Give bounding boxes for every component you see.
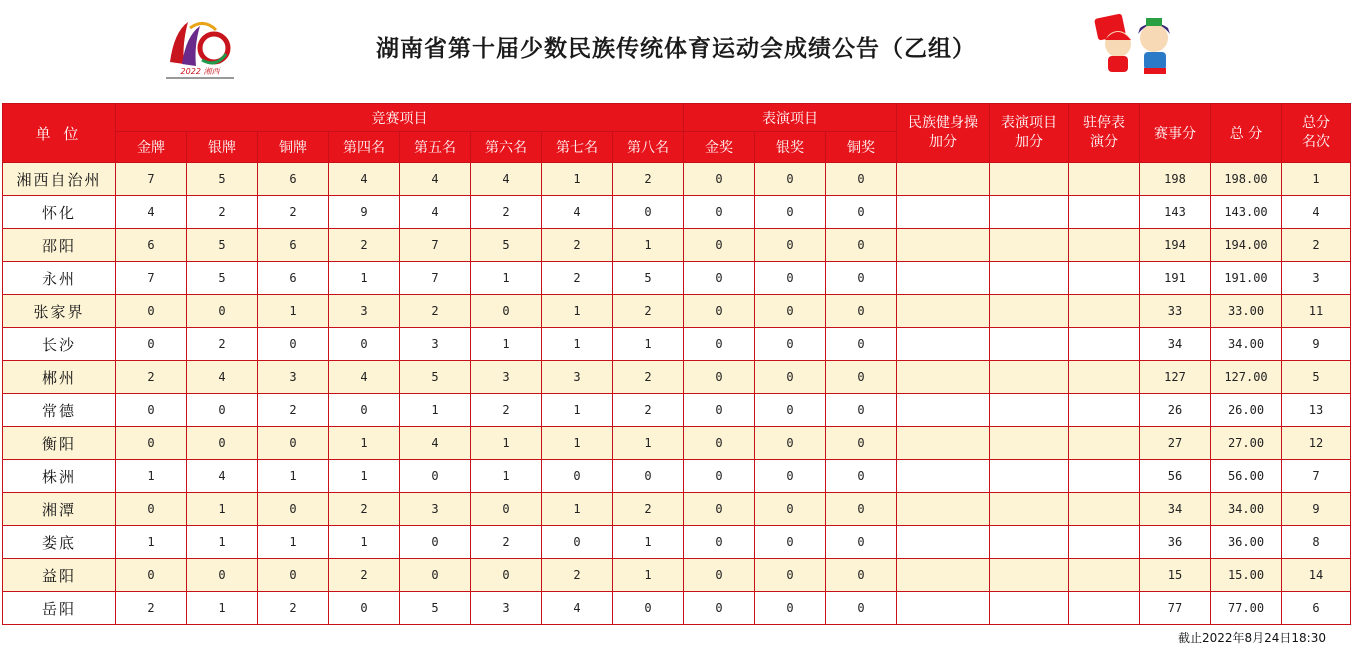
value-cell: 0 (542, 526, 613, 559)
value-cell: 1 (471, 427, 542, 460)
total-cell: 77.00 (1211, 592, 1282, 625)
ethnic-fitness-cell (897, 262, 990, 295)
unit-name-cell: 常德 (3, 394, 116, 427)
event-score-cell: 34 (1140, 493, 1211, 526)
col-header-8th: 第八名 (613, 132, 684, 163)
table-row (3, 592, 1351, 625)
value-cell: 0 (826, 163, 897, 196)
resident-cell (1069, 229, 1140, 262)
value-cell: 2 (116, 592, 187, 625)
value-cell: 4 (187, 361, 258, 394)
value-cell: 5 (400, 592, 471, 625)
perf-bonus-cell (990, 229, 1069, 262)
col-header-gold: 金牌 (116, 132, 187, 163)
unit-name-cell: 郴州 (3, 361, 116, 394)
value-cell: 0 (684, 229, 755, 262)
value-cell: 0 (471, 559, 542, 592)
value-cell: 0 (826, 559, 897, 592)
value-cell: 1 (116, 460, 187, 493)
perf-bonus-cell (990, 196, 1069, 229)
value-cell: 2 (613, 493, 684, 526)
value-cell: 2 (542, 559, 613, 592)
event-score-cell: 194 (1140, 229, 1211, 262)
col-header-6th: 第六名 (471, 132, 542, 163)
value-cell: 2 (258, 592, 329, 625)
col-header-5th: 第五名 (400, 132, 471, 163)
event-score-cell: 198 (1140, 163, 1211, 196)
event-score-cell: 143 (1140, 196, 1211, 229)
event-score-cell: 127 (1140, 361, 1211, 394)
table-row (3, 394, 1351, 427)
value-cell: 6 (116, 229, 187, 262)
value-cell: 1 (471, 460, 542, 493)
event-score-cell: 26 (1140, 394, 1211, 427)
unit-name-cell: 衡阳 (3, 427, 116, 460)
value-cell: 0 (755, 592, 826, 625)
value-cell: 4 (542, 592, 613, 625)
rank-cell: 11 (1282, 295, 1351, 328)
value-cell: 0 (684, 493, 755, 526)
resident-cell (1069, 592, 1140, 625)
results-body (3, 163, 1351, 625)
value-cell: 4 (116, 196, 187, 229)
value-cell: 1 (542, 163, 613, 196)
value-cell: 0 (826, 493, 897, 526)
value-cell: 0 (755, 493, 826, 526)
value-cell: 5 (471, 229, 542, 262)
value-cell: 1 (329, 460, 400, 493)
value-cell: 0 (329, 592, 400, 625)
col-header-bronze: 铜牌 (258, 132, 329, 163)
total-cell: 33.00 (1211, 295, 1282, 328)
value-cell: 0 (684, 559, 755, 592)
unit-name-cell: 株洲 (3, 460, 116, 493)
value-cell: 5 (613, 262, 684, 295)
value-cell: 0 (755, 394, 826, 427)
total-cell: 56.00 (1211, 460, 1282, 493)
value-cell: 2 (471, 394, 542, 427)
rank-cell: 4 (1282, 196, 1351, 229)
rank-cell: 3 (1282, 262, 1351, 295)
value-cell: 0 (755, 526, 826, 559)
table-row (3, 295, 1351, 328)
perf-bonus-cell (990, 163, 1069, 196)
value-cell: 0 (755, 196, 826, 229)
rank-cell: 13 (1282, 394, 1351, 427)
rank-cell: 2 (1282, 229, 1351, 262)
ethnic-fitness-cell (897, 328, 990, 361)
col-header-perf-bonus: 表演项目加分 (990, 104, 1069, 163)
value-cell: 0 (187, 394, 258, 427)
value-cell: 0 (613, 460, 684, 493)
emblem-year-text: 2022 湘西 (180, 67, 220, 76)
ethnic-fitness-cell (897, 295, 990, 328)
value-cell: 0 (187, 559, 258, 592)
resident-cell (1069, 427, 1140, 460)
value-cell: 6 (258, 229, 329, 262)
value-cell: 2 (471, 196, 542, 229)
value-cell: 2 (258, 394, 329, 427)
value-cell: 1 (542, 328, 613, 361)
value-cell: 0 (187, 295, 258, 328)
value-cell: 1 (187, 526, 258, 559)
perf-bonus-cell (990, 361, 1069, 394)
ethnic-fitness-cell (897, 229, 990, 262)
ethnic-fitness-cell (897, 361, 990, 394)
value-cell: 0 (755, 295, 826, 328)
value-cell: 0 (116, 295, 187, 328)
table-row (3, 493, 1351, 526)
table-row (3, 196, 1351, 229)
page-header (0, 0, 1352, 103)
total-cell: 15.00 (1211, 559, 1282, 592)
value-cell: 0 (755, 361, 826, 394)
table-row (3, 328, 1351, 361)
value-cell: 2 (542, 262, 613, 295)
value-cell: 2 (329, 559, 400, 592)
table-row (3, 559, 1351, 592)
value-cell: 2 (613, 295, 684, 328)
value-cell: 3 (542, 361, 613, 394)
col-header-ethnic-fitness: 民族健身操加分 (897, 104, 990, 163)
value-cell: 0 (116, 328, 187, 361)
total-cell: 191.00 (1211, 262, 1282, 295)
value-cell: 0 (755, 262, 826, 295)
value-cell: 5 (187, 163, 258, 196)
value-cell: 1 (258, 460, 329, 493)
value-cell: 0 (258, 559, 329, 592)
resident-cell (1069, 559, 1140, 592)
ethnic-fitness-cell (897, 592, 990, 625)
value-cell: 1 (258, 295, 329, 328)
perf-bonus-cell (990, 592, 1069, 625)
value-cell: 2 (258, 196, 329, 229)
value-cell: 5 (400, 361, 471, 394)
value-cell: 3 (400, 493, 471, 526)
value-cell: 0 (826, 394, 897, 427)
rank-cell: 1 (1282, 163, 1351, 196)
value-cell: 3 (400, 328, 471, 361)
perf-bonus-cell (990, 526, 1069, 559)
col-header-rank: 总分名次 (1282, 104, 1351, 163)
value-cell: 9 (329, 196, 400, 229)
value-cell: 0 (116, 427, 187, 460)
value-cell: 4 (329, 361, 400, 394)
resident-cell (1069, 262, 1140, 295)
value-cell: 0 (826, 526, 897, 559)
ethnic-fitness-cell (897, 559, 990, 592)
event-score-cell: 27 (1140, 427, 1211, 460)
value-cell: 2 (329, 493, 400, 526)
value-cell: 0 (755, 163, 826, 196)
value-cell: 0 (542, 460, 613, 493)
value-cell: 0 (684, 427, 755, 460)
value-cell: 0 (471, 295, 542, 328)
value-cell: 7 (400, 262, 471, 295)
value-cell: 0 (258, 493, 329, 526)
value-cell: 1 (187, 592, 258, 625)
value-cell: 0 (755, 559, 826, 592)
event-score-cell: 15 (1140, 559, 1211, 592)
page-title: 湖南省第十届少数民族传统体育运动会成绩公告（乙组） (376, 35, 976, 62)
perf-bonus-cell (990, 427, 1069, 460)
value-cell: 0 (400, 526, 471, 559)
value-cell: 4 (400, 427, 471, 460)
value-cell: 1 (613, 328, 684, 361)
value-cell: 0 (684, 361, 755, 394)
value-cell: 0 (826, 328, 897, 361)
value-cell: 0 (684, 196, 755, 229)
value-cell: 2 (613, 394, 684, 427)
rank-cell: 14 (1282, 559, 1351, 592)
value-cell: 0 (826, 262, 897, 295)
ethnic-fitness-cell (897, 196, 990, 229)
resident-cell (1069, 196, 1140, 229)
resident-cell (1069, 328, 1140, 361)
col-header-perf-bronze: 铜奖 (826, 132, 897, 163)
value-cell: 0 (187, 427, 258, 460)
value-cell: 2 (329, 229, 400, 262)
value-cell: 0 (755, 460, 826, 493)
total-cell: 36.00 (1211, 526, 1282, 559)
value-cell: 0 (258, 328, 329, 361)
value-cell: 4 (400, 196, 471, 229)
value-cell: 5 (187, 262, 258, 295)
value-cell: 0 (826, 361, 897, 394)
resident-cell (1069, 394, 1140, 427)
value-cell: 0 (613, 592, 684, 625)
value-cell: 0 (755, 229, 826, 262)
value-cell: 2 (187, 328, 258, 361)
value-cell: 4 (329, 163, 400, 196)
value-cell: 5 (187, 229, 258, 262)
col-header-perf-silver: 银奖 (755, 132, 826, 163)
rank-cell: 9 (1282, 493, 1351, 526)
event-score-cell: 56 (1140, 460, 1211, 493)
value-cell: 1 (471, 328, 542, 361)
col-header-event-score: 赛事分 (1140, 104, 1211, 163)
value-cell: 0 (826, 196, 897, 229)
value-cell: 0 (329, 328, 400, 361)
col-header-7th: 第七名 (542, 132, 613, 163)
value-cell: 0 (684, 262, 755, 295)
perf-bonus-cell (990, 559, 1069, 592)
total-cell: 26.00 (1211, 394, 1282, 427)
unit-name-cell: 益阳 (3, 559, 116, 592)
ethnic-fitness-cell (897, 163, 990, 196)
value-cell: 6 (258, 262, 329, 295)
value-cell: 0 (684, 328, 755, 361)
value-cell: 0 (116, 559, 187, 592)
unit-name-cell: 邵阳 (3, 229, 116, 262)
value-cell: 0 (116, 394, 187, 427)
col-header-total: 总 分 (1211, 104, 1282, 163)
unit-name-cell: 张家界 (3, 295, 116, 328)
ethnic-fitness-cell (897, 460, 990, 493)
rank-cell: 12 (1282, 427, 1351, 460)
value-cell: 0 (329, 394, 400, 427)
resident-cell (1069, 361, 1140, 394)
value-cell: 1 (329, 262, 400, 295)
total-cell: 127.00 (1211, 361, 1282, 394)
value-cell: 0 (826, 427, 897, 460)
perf-bonus-cell (990, 460, 1069, 493)
table-row (3, 163, 1351, 196)
rank-cell: 6 (1282, 592, 1351, 625)
resident-cell (1069, 493, 1140, 526)
value-cell: 1 (400, 394, 471, 427)
col-header-unit: 单 位 (3, 104, 116, 163)
unit-name-cell: 长沙 (3, 328, 116, 361)
value-cell: 1 (258, 526, 329, 559)
value-cell: 4 (187, 460, 258, 493)
event-score-cell: 34 (1140, 328, 1211, 361)
event-score-cell: 191 (1140, 262, 1211, 295)
col-group-competition: 竞赛项目 (116, 104, 684, 132)
value-cell: 0 (755, 328, 826, 361)
value-cell: 0 (471, 493, 542, 526)
rank-cell: 5 (1282, 361, 1351, 394)
cutoff-timestamp: 截止2022年8月24日18:30 (1177, 631, 1326, 645)
total-cell: 34.00 (1211, 493, 1282, 526)
rank-cell: 7 (1282, 460, 1351, 493)
value-cell: 3 (258, 361, 329, 394)
ethnic-fitness-cell (897, 526, 990, 559)
value-cell: 1 (116, 526, 187, 559)
value-cell: 1 (329, 526, 400, 559)
perf-bonus-cell (990, 493, 1069, 526)
value-cell: 2 (116, 361, 187, 394)
unit-name-cell: 岳阳 (3, 592, 116, 625)
value-cell: 3 (471, 361, 542, 394)
value-cell: 2 (613, 361, 684, 394)
total-cell: 27.00 (1211, 427, 1282, 460)
table-row (3, 262, 1351, 295)
unit-name-cell: 怀化 (3, 196, 116, 229)
value-cell: 1 (542, 493, 613, 526)
event-score-cell: 33 (1140, 295, 1211, 328)
rank-cell: 9 (1282, 328, 1351, 361)
event-score-cell: 36 (1140, 526, 1211, 559)
value-cell: 1 (542, 295, 613, 328)
total-cell: 194.00 (1211, 229, 1282, 262)
col-header-resident: 驻停表演分 (1069, 104, 1140, 163)
table-row (3, 427, 1351, 460)
value-cell: 0 (755, 427, 826, 460)
value-cell: 0 (400, 559, 471, 592)
value-cell: 4 (471, 163, 542, 196)
value-cell: 0 (826, 295, 897, 328)
value-cell: 7 (400, 229, 471, 262)
value-cell: 0 (613, 196, 684, 229)
value-cell: 0 (258, 427, 329, 460)
ethnic-fitness-cell (897, 394, 990, 427)
value-cell: 1 (329, 427, 400, 460)
perf-bonus-cell (990, 394, 1069, 427)
table-row (3, 460, 1351, 493)
resident-cell (1069, 163, 1140, 196)
value-cell: 0 (684, 460, 755, 493)
total-cell: 143.00 (1211, 196, 1282, 229)
perf-bonus-cell (990, 328, 1069, 361)
perf-bonus-cell (990, 295, 1069, 328)
rank-cell: 8 (1282, 526, 1351, 559)
resident-cell (1069, 295, 1140, 328)
value-cell: 2 (187, 196, 258, 229)
ethnic-fitness-cell (897, 427, 990, 460)
value-cell: 1 (542, 427, 613, 460)
col-group-performance: 表演项目 (684, 104, 897, 132)
total-cell: 198.00 (1211, 163, 1282, 196)
col-header-perf-gold: 金奖 (684, 132, 755, 163)
value-cell: 1 (613, 229, 684, 262)
ethnic-fitness-cell (897, 493, 990, 526)
value-cell: 2 (542, 229, 613, 262)
value-cell: 1 (542, 394, 613, 427)
results-table (2, 103, 1351, 625)
value-cell: 0 (116, 493, 187, 526)
value-cell: 2 (613, 163, 684, 196)
value-cell: 0 (400, 460, 471, 493)
value-cell: 0 (826, 229, 897, 262)
event-score-cell: 77 (1140, 592, 1211, 625)
unit-name-cell: 永州 (3, 262, 116, 295)
mascot-logo (1090, 10, 1190, 88)
value-cell: 4 (400, 163, 471, 196)
value-cell: 1 (187, 493, 258, 526)
table-row (3, 526, 1351, 559)
value-cell: 0 (684, 526, 755, 559)
value-cell: 2 (400, 295, 471, 328)
value-cell: 1 (613, 427, 684, 460)
value-cell: 7 (116, 262, 187, 295)
col-header-silver: 银牌 (187, 132, 258, 163)
value-cell: 0 (684, 592, 755, 625)
table-row (3, 361, 1351, 394)
value-cell: 6 (258, 163, 329, 196)
table-row (3, 229, 1351, 262)
unit-name-cell: 娄底 (3, 526, 116, 559)
value-cell: 3 (471, 592, 542, 625)
col-header-4th: 第四名 (329, 132, 400, 163)
value-cell: 1 (613, 526, 684, 559)
resident-cell (1069, 460, 1140, 493)
value-cell: 1 (613, 559, 684, 592)
value-cell: 1 (471, 262, 542, 295)
unit-name-cell: 湘潭 (3, 493, 116, 526)
value-cell: 2 (471, 526, 542, 559)
value-cell: 0 (684, 163, 755, 196)
value-cell: 4 (542, 196, 613, 229)
value-cell: 0 (826, 460, 897, 493)
value-cell: 0 (826, 592, 897, 625)
resident-cell (1069, 526, 1140, 559)
perf-bonus-cell (990, 262, 1069, 295)
unit-name-cell: 湘西自治州 (3, 163, 116, 196)
value-cell: 3 (329, 295, 400, 328)
value-cell: 0 (684, 394, 755, 427)
total-cell: 34.00 (1211, 328, 1282, 361)
value-cell: 0 (684, 295, 755, 328)
value-cell: 7 (116, 163, 187, 196)
